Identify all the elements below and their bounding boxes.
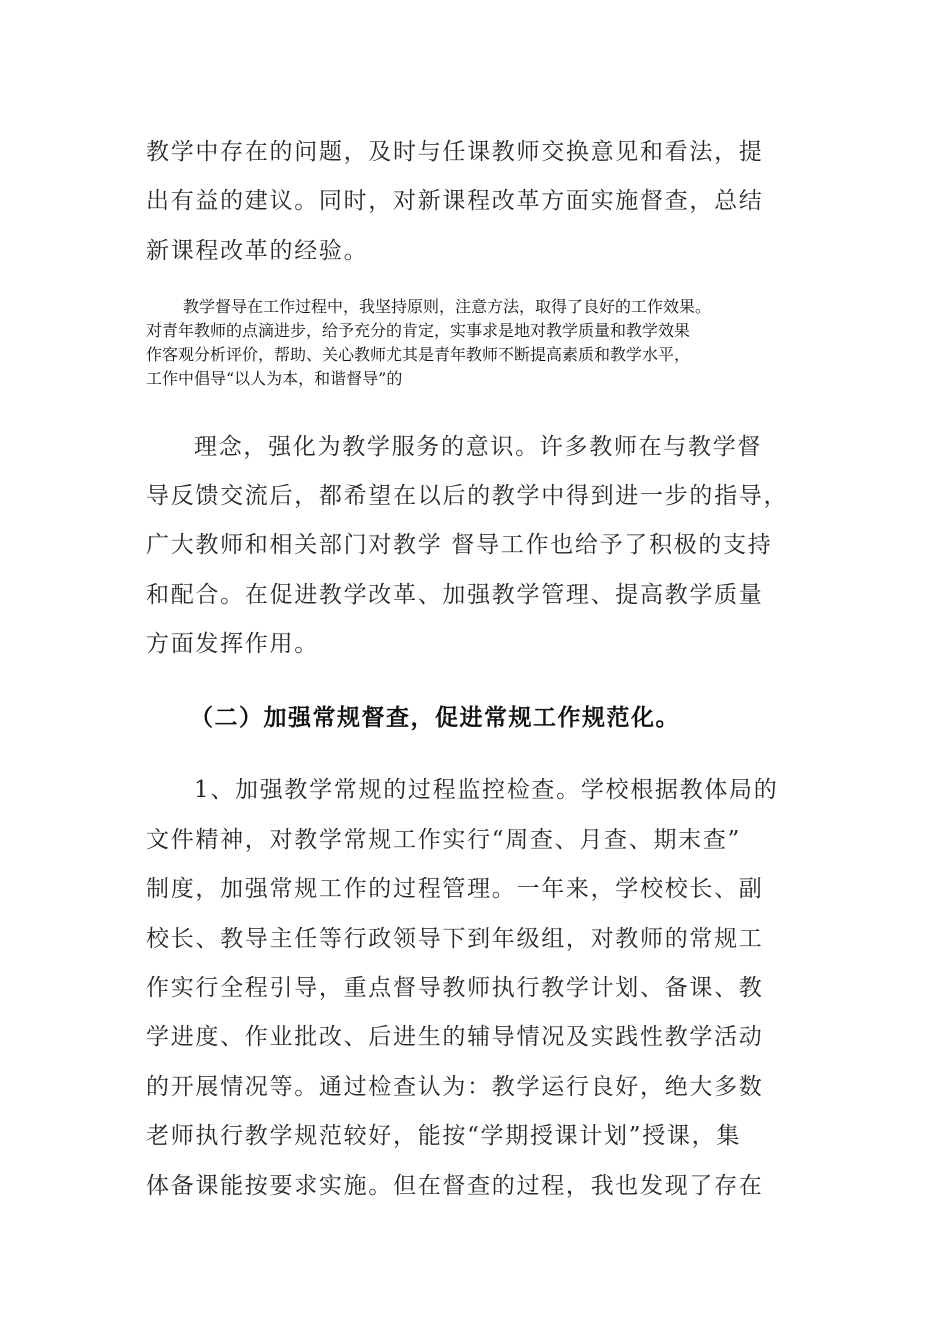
paragraph-3-line-2: 导反馈交流后，都希望在以后的教学中得到进一步的指导， bbox=[146, 483, 789, 509]
paragraph-4-line-4: 校长、教导主任等行政领导下到年级组，对教师的常规工 bbox=[146, 926, 764, 952]
paragraph-2-line-1: 教学督导在工作过程中，我坚持原则，注意方法，取得了良好的工作效果。 bbox=[183, 297, 712, 316]
paragraph-3-line-5: 方面发挥作用。 bbox=[146, 631, 319, 657]
paragraph-4-line-9: 体备课能按要求实施。但在督查的过程，我也发现了存在 bbox=[146, 1173, 764, 1199]
paragraph-2-line-3: 作客观分析评价，帮助、关心教师尤其是青年教师不断提高素质和教学水平， bbox=[146, 345, 691, 364]
paragraph-3-line-1: 理念，强化为教学服务的意识。许多教师在与教学督 bbox=[194, 434, 763, 460]
paragraph-3-line-4: 和配合。在促进教学改革、加强教学管理、提高教学质量 bbox=[146, 582, 764, 608]
paragraph-4-line-2: 文件精神，对教学常规工作实行“周查、月查、期末查” bbox=[146, 827, 742, 853]
paragraph-4-line-7: 的开展情况等。通过检查认为：教学运行良好，绝大多数 bbox=[146, 1074, 764, 1100]
paragraph-4-line-1: 1、加强教学常规的过程监控检查。学校根据教体局的 bbox=[194, 777, 779, 803]
paragraph-3-line-3: 广大教师和相关部门对教学 督导工作也给予了积极的支持 bbox=[146, 532, 773, 558]
paragraph-1-line-2: 出有益的建议。同时，对新课程改革方面实施督查，总结 bbox=[146, 188, 764, 214]
paragraph-4-line-8: 老师执行教学规范较好，能按“学期授课计划”授课，集 bbox=[146, 1123, 742, 1149]
paragraph-2-line-2: 对青年教师的点滴进步，给予充分的肯定，实事求是地对教学质量和教学效果 bbox=[146, 321, 691, 340]
paragraph-4-line-3: 制度，加强常规工作的过程管理。一年来，学校校长、副 bbox=[146, 876, 764, 902]
section-heading: （二）加强常规督查，促进常规工作规范化。 bbox=[190, 704, 680, 731]
paragraph-4-line-5: 作实行全程引导，重点督导教师执行教学计划、备课、教 bbox=[146, 975, 764, 1001]
paragraph-2-line-4: 工作中倡导“以人为本，和谐督导”的 bbox=[146, 369, 403, 388]
paragraph-1-line-1: 教学中存在的问题，及时与任课教师交换意见和看法，提 bbox=[146, 139, 764, 165]
paragraph-1-line-3: 新课程改革的经验。 bbox=[146, 238, 369, 264]
paragraph-4-line-6: 学进度、作业批改、后进生的辅导情况及实践性教学活动 bbox=[146, 1024, 764, 1050]
